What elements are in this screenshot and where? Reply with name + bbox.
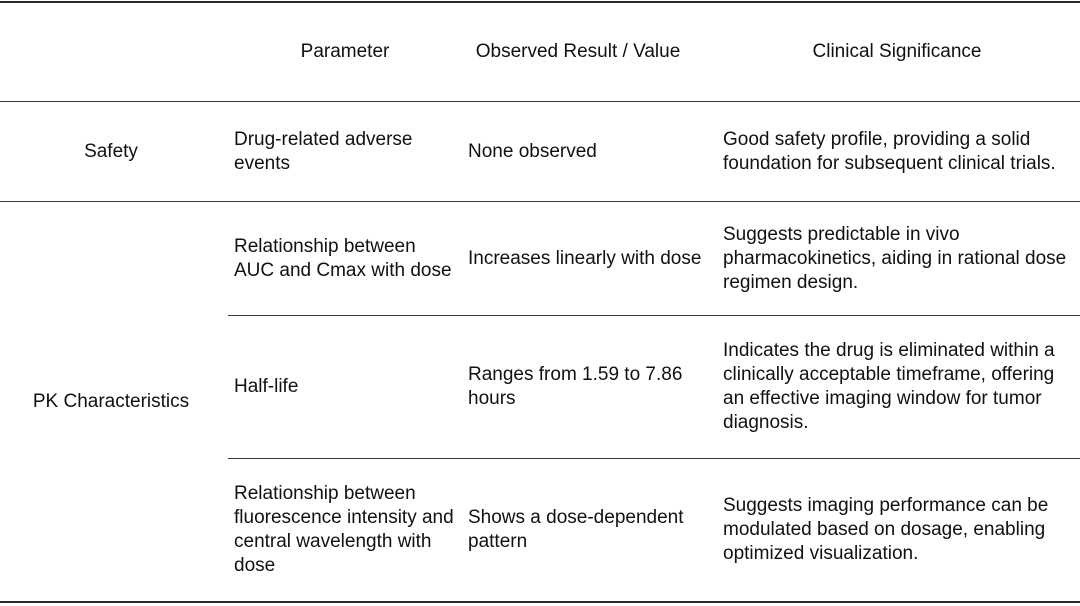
significance-cell — [723, 102, 1073, 201]
significance-cell — [723, 316, 1073, 458]
category-label: PK Characteristics — [32, 390, 190, 412]
category-cell-pk — [0, 202, 222, 601]
significance-text: Suggests imaging performance can be modulated based on dosage, enabling optimized visualization. — [723, 495, 1049, 564]
significance-text: Good safety profile, providing a solid foundation for subsequent clinical trials. — [723, 128, 1056, 174]
category-label: Safety — [84, 140, 138, 162]
parameter-text: Relationship between fluorescence intensity and central wavelength with dose — [234, 483, 454, 576]
parameter-cell — [234, 202, 456, 315]
header-cell-parameter — [228, 2, 462, 101]
significance-cell — [723, 459, 1073, 601]
header-cell-observed — [462, 2, 694, 101]
observed-cell — [468, 202, 708, 315]
parameter-cell — [234, 102, 456, 201]
significance-cell — [723, 202, 1073, 315]
significance-text: Indicates the drug is eliminated within a clinically acceptable timeframe, offering an effective imaging window for tumor diagnosis. — [723, 340, 1055, 433]
observed-cell — [468, 316, 708, 458]
observed-text: None observed — [468, 140, 597, 162]
parameter-text: Drug-related adverse events — [234, 128, 413, 174]
parameter-cell — [234, 459, 456, 601]
header-parameter-label: Parameter — [300, 40, 390, 62]
parameter-text: Relationship between AUC and Cmax with dose — [234, 235, 452, 281]
header-observed-label: Observed Result / Value — [475, 40, 681, 62]
observed-cell — [468, 459, 708, 601]
observed-text: Ranges from 1.59 to 7.86 hours — [468, 364, 683, 409]
header-significance-label: Clinical Significance — [812, 40, 982, 62]
parameter-cell — [234, 316, 456, 458]
significance-text: Suggests predictable in vivo pharmacokinetics, aiding in rational dose regimen design. — [723, 223, 1067, 293]
observed-cell — [468, 102, 708, 201]
table-bottom-rule — [0, 601, 1080, 603]
category-cell-safety — [0, 102, 222, 201]
header-cell-significance — [716, 2, 1078, 101]
header-cell-category — [0, 2, 222, 101]
observed-text: Increases linearly with dose — [468, 247, 702, 269]
observed-text: Shows a dose-dependent pattern — [468, 507, 684, 552]
parameter-text: Half-life — [234, 376, 299, 397]
